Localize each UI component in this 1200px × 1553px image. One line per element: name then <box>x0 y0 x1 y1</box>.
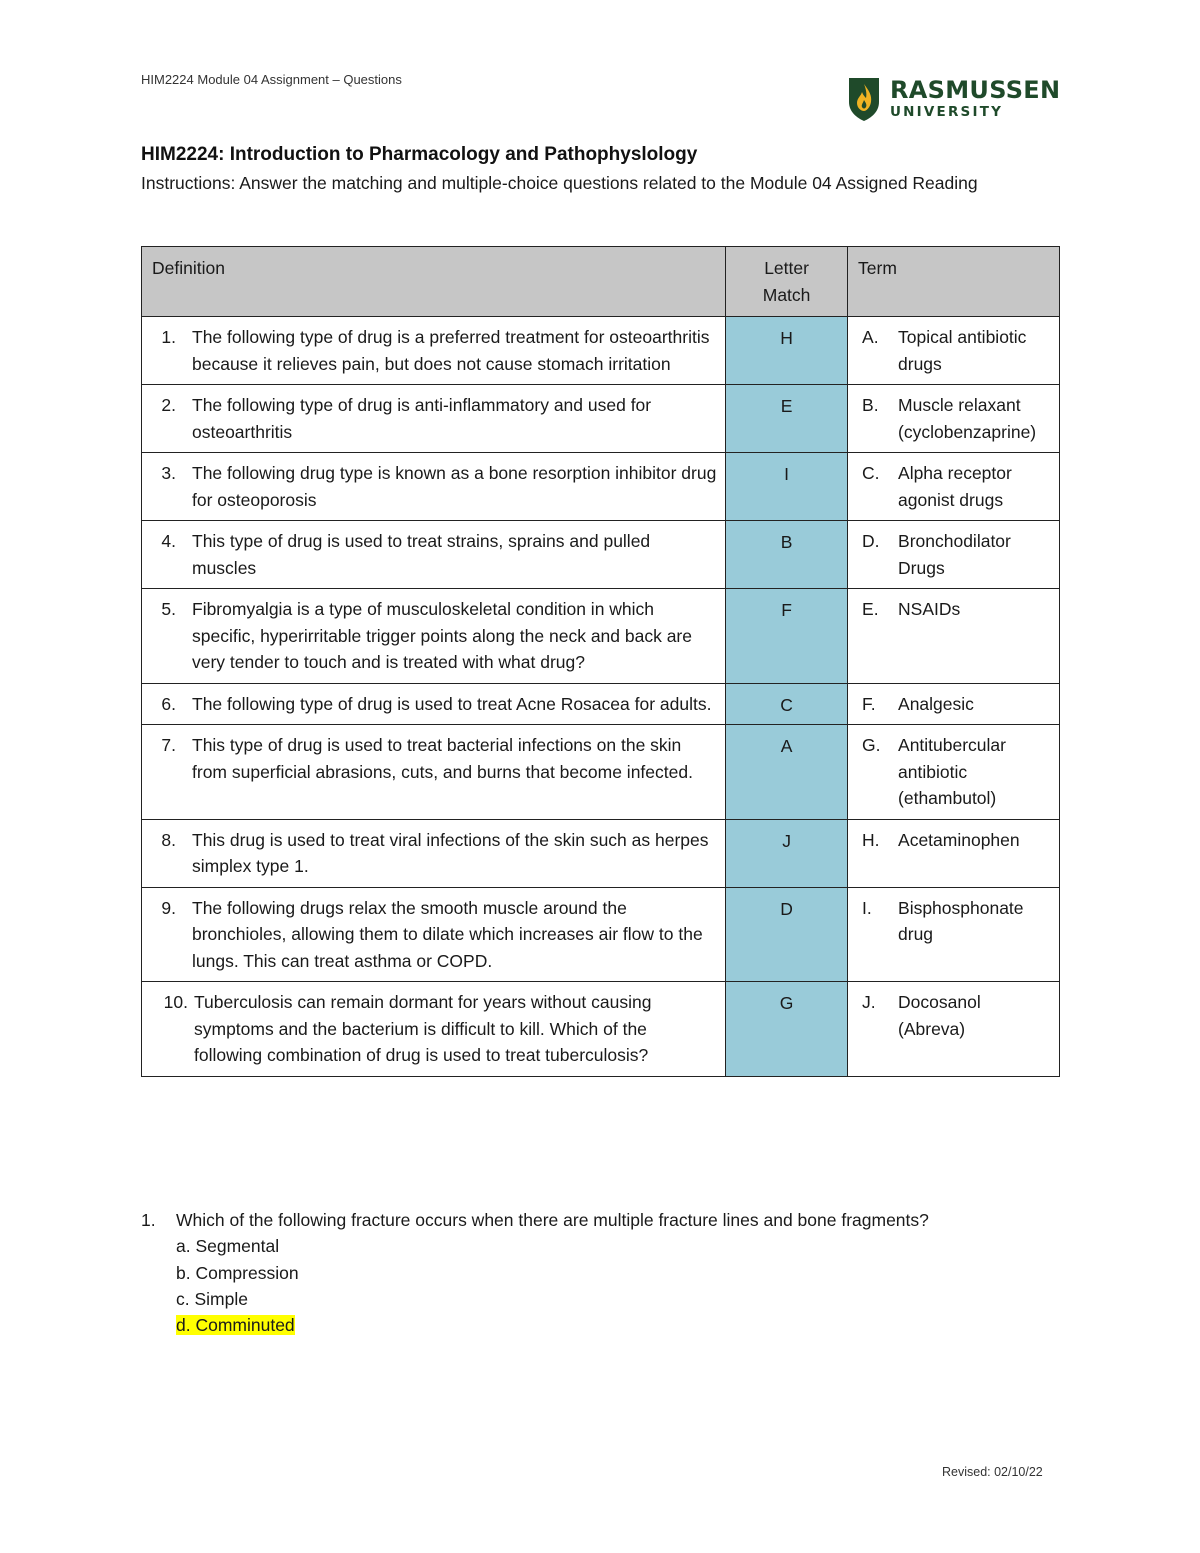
letter-match-cell: I <box>726 453 848 521</box>
definition-number: 9. <box>161 897 176 918</box>
table-row <box>142 819 1060 887</box>
definition-text: This drug is used to treat viral infections of the skin such as herpes simplex type 1. <box>192 829 709 876</box>
definition-text: The following type of drug is anti-inflammatory and used for osteoarthritis <box>192 395 652 442</box>
term-cell <box>848 725 1060 820</box>
multiple-choice-question <box>141 1207 929 1338</box>
logo-subtitle: UNIVERSITY <box>890 104 1004 121</box>
definition-text: This type of drug is used to treat bacterial infections on the skin from superficial abrasions, cuts, and burns that become infected. <box>192 735 693 782</box>
term-header: Term <box>848 247 1060 317</box>
option-b: b. Compression <box>176 1262 299 1283</box>
definition-cell <box>142 317 726 385</box>
term-text: Bisphosphonate drug <box>898 897 1024 944</box>
definition-cell <box>142 683 726 725</box>
table-row <box>142 887 1060 982</box>
definition-text: This type of drug is used to treat strains, sprains and pulled muscles <box>192 531 651 578</box>
definition-cell <box>142 521 726 589</box>
table-row <box>142 385 1060 453</box>
term-cell <box>848 317 1060 385</box>
term-letter: J. <box>862 992 876 1012</box>
term-text: Bronchodilator Drugs <box>898 531 1011 578</box>
university-logo <box>846 74 1060 124</box>
letter-match-cell: A <box>726 725 848 820</box>
definition-number: 10. <box>163 992 188 1012</box>
definition-number: 1. <box>161 327 176 347</box>
table-row <box>142 683 1060 725</box>
definition-number: 8. <box>161 829 176 850</box>
letter-match-cell: H <box>726 317 848 385</box>
term-letter: F. <box>862 693 876 714</box>
question-number: 1. <box>141 1210 156 1230</box>
term-cell <box>848 589 1060 684</box>
term-text: Antitubercular antibiotic (ethambutol) <box>898 735 1006 808</box>
term-cell <box>848 819 1060 887</box>
term-cell <box>848 887 1060 982</box>
definition-number: 5. <box>161 599 176 619</box>
term-letter: I. <box>862 897 872 918</box>
definition-cell <box>142 982 726 1077</box>
definition-text: The following drug type is known as a bone resorption inhibitor drug for osteoporosis <box>192 463 717 510</box>
term-cell <box>848 385 1060 453</box>
definition-text: The following type of drug is used to treat Acne Rosacea for adults. <box>192 693 712 714</box>
table-header-row <box>142 247 1060 317</box>
term-letter: E. <box>862 599 879 619</box>
definition-number: 2. <box>161 395 176 415</box>
table-row <box>142 589 1060 684</box>
question-text: Which of the following fracture occurs when there are multiple fracture lines and bone fragments? <box>176 1210 929 1230</box>
term-text: NSAIDs <box>898 599 961 619</box>
letter-match-cell: D <box>726 887 848 982</box>
definition-cell <box>142 589 726 684</box>
letter-match-cell: B <box>726 521 848 589</box>
term-letter: A. <box>862 327 879 347</box>
term-text: Analgesic <box>898 693 974 714</box>
definition-text: Tuberculosis can remain dormant for years without causing symptoms and the bacterium is difficult to kill. Which of the following combination of drug is used to treat tuberculosis? <box>194 992 652 1065</box>
flame-shield-icon <box>846 76 882 122</box>
table-row <box>142 317 1060 385</box>
instructions: Instructions: Answer the matching and multiple-choice questions related to the Module 04 Assigned Reading <box>141 173 978 193</box>
term-letter: B. <box>862 395 879 415</box>
term-text: Acetaminophen <box>898 829 1020 850</box>
table-row <box>142 725 1060 820</box>
letter-header-line1: Letter <box>764 258 809 278</box>
definition-cell <box>142 725 726 820</box>
matching-table <box>141 246 1060 1077</box>
table-row <box>142 453 1060 521</box>
revised-date: Revised: 02/10/22 <box>942 1465 1043 1479</box>
term-letter: H. <box>862 829 880 850</box>
term-cell <box>848 521 1060 589</box>
definition-cell <box>142 385 726 453</box>
letter-match-cell: C <box>726 683 848 725</box>
running-header: HIM2224 Module 04 Assignment – Questions <box>141 72 402 87</box>
definition-header: Definition <box>142 247 726 317</box>
table-row <box>142 982 1060 1077</box>
term-letter: G. <box>862 735 881 755</box>
definition-number: 4. <box>161 531 176 551</box>
letter-match-cell: J <box>726 819 848 887</box>
term-text: Docosanol (Abreva) <box>898 992 981 1039</box>
term-cell <box>848 982 1060 1077</box>
definition-cell <box>142 887 726 982</box>
term-cell <box>848 683 1060 725</box>
option-c: c. Simple <box>176 1288 248 1309</box>
definition-text: The following drugs relax the smooth muscle around the bronchioles, allowing them to dilate which increases air flow to the lungs. This can treat asthma or COPD. <box>192 897 703 971</box>
letter-header-line2: Match <box>762 284 811 305</box>
definition-number: 6. <box>161 693 176 714</box>
term-text: Muscle relaxant (cyclobenzaprine) <box>898 395 1037 442</box>
term-letter: C. <box>862 463 880 483</box>
term-text: Alpha receptor agonist drugs <box>898 463 1012 510</box>
definition-text: Fibromyalgia is a type of musculoskeletal condition in which specific, hyperirritable trigger points along the neck and back are very tender to touch and is treated with what drug? <box>192 599 692 672</box>
definition-text: The following type of drug is a preferred treatment for osteoarthritis because it relieves pain, but does not cause stomach irritation <box>192 327 710 374</box>
term-text: Topical antibiotic drugs <box>898 327 1027 374</box>
letter-match-cell: F <box>726 589 848 684</box>
document-title: HIM2224: Introduction to Pharmacology and Pathophyslology <box>141 144 698 165</box>
term-letter: D. <box>862 531 880 551</box>
letter-match-cell: E <box>726 385 848 453</box>
term-cell <box>848 453 1060 521</box>
definition-cell <box>142 453 726 521</box>
definition-cell <box>142 819 726 887</box>
logo-name: RASMUSSEN <box>890 76 1061 105</box>
table-row <box>142 521 1060 589</box>
letter-match-header <box>726 247 848 317</box>
letter-match-cell: G <box>726 982 848 1077</box>
option-a: a. Segmental <box>176 1236 280 1257</box>
definition-number: 7. <box>161 735 176 755</box>
definition-number: 3. <box>161 463 176 483</box>
option-d-highlighted: d. Comminuted <box>176 1315 295 1336</box>
